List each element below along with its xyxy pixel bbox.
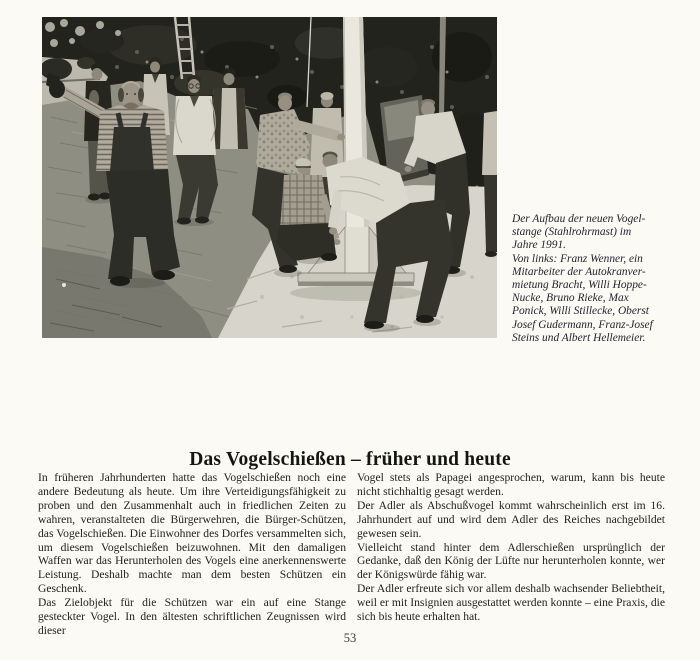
- caption-line: Ponick, Willi Stillecke, Oberst: [512, 305, 649, 318]
- paragraph: Der Adler als Abschußvogel kommt wahrscheinlich erst im 16. Jahrhundert auf und wird dem Adler des Reiches nachgebildet gewesen sein.: [357, 498, 665, 540]
- page-number: 53: [343, 631, 357, 645]
- mast-shadow: [290, 285, 422, 301]
- paragraph: In früheren Jahrhunderten hatte das Vogelschießen noch eine andere Bedeutung als heute. Um ihre Verteidigungsfähigkeit zu proben und den Zusammenhalt auch in friedlichen Zeiten zu wahren, veranstalteten die Bürgerwehren, die Bürger-Schützen, das Vogelschießen. Die Einwohner des Dorfes versammelten sich, um diesem Vogelschießen beizuwohnen. Mit den damaligen Waffen war das Herunterholen des Vogels eine anerkennenswerte Leistung. Deshalb machte man dem besten Schützen ein Geschenk.: [38, 471, 346, 596]
- caption-line: Steins und Albert Hellemeier.: [512, 331, 646, 344]
- photo-caption: [512, 213, 700, 345]
- article-body: [38, 471, 666, 638]
- paragraph: Vogel stets als Papagei angesprochen, warum, kann bis heute nicht stichhaltig gesagt werden.: [357, 471, 665, 498]
- caption-line: Josef Gudermann, Franz-Josef: [512, 318, 653, 331]
- caption-line: stange (Stahlrohrmast) im: [512, 226, 632, 239]
- caption-line: Der Aufbau der neuen Vogel-: [512, 213, 646, 225]
- caption-line: Mitarbeiter der Autokranver-: [512, 265, 646, 278]
- caption-line: Nucke, Bruno Rieke, Max: [512, 292, 629, 305]
- right-column: [357, 471, 665, 638]
- caption-line: Von links: Franz Wenner, ein: [512, 252, 643, 265]
- paragraph: Das Zielobjekt für die Schützen war ein auf eine Stange gesteckter Vogel. In den ältesten schriftlichen Zeugnissen wird dieser: [38, 596, 346, 637]
- photo-scene: [42, 17, 497, 338]
- article-title: Das Vogelschießen – früher und heute: [189, 449, 511, 471]
- photo-vogelstange-1991: [42, 17, 497, 338]
- paragraph: Vielleicht stand hinter dem Adlerschießen ursprünglich der Gedanke, daß den König der Lüfte nur herunterholen konnte, wer der Königswürde fähig war.: [357, 540, 665, 582]
- caption-line: Jahre 1991.: [512, 239, 566, 252]
- paragraph: Der Adler erfreute sich vor allem deshalb wachsender Beliebtheit, weil er mit Insignien ausgestattet werden konnte – eine Praxis, die sich bis heute erhalten hat.: [357, 582, 665, 624]
- left-column: [38, 471, 346, 638]
- caption-line: mietung Bracht, Willi Hoppe-: [512, 279, 647, 292]
